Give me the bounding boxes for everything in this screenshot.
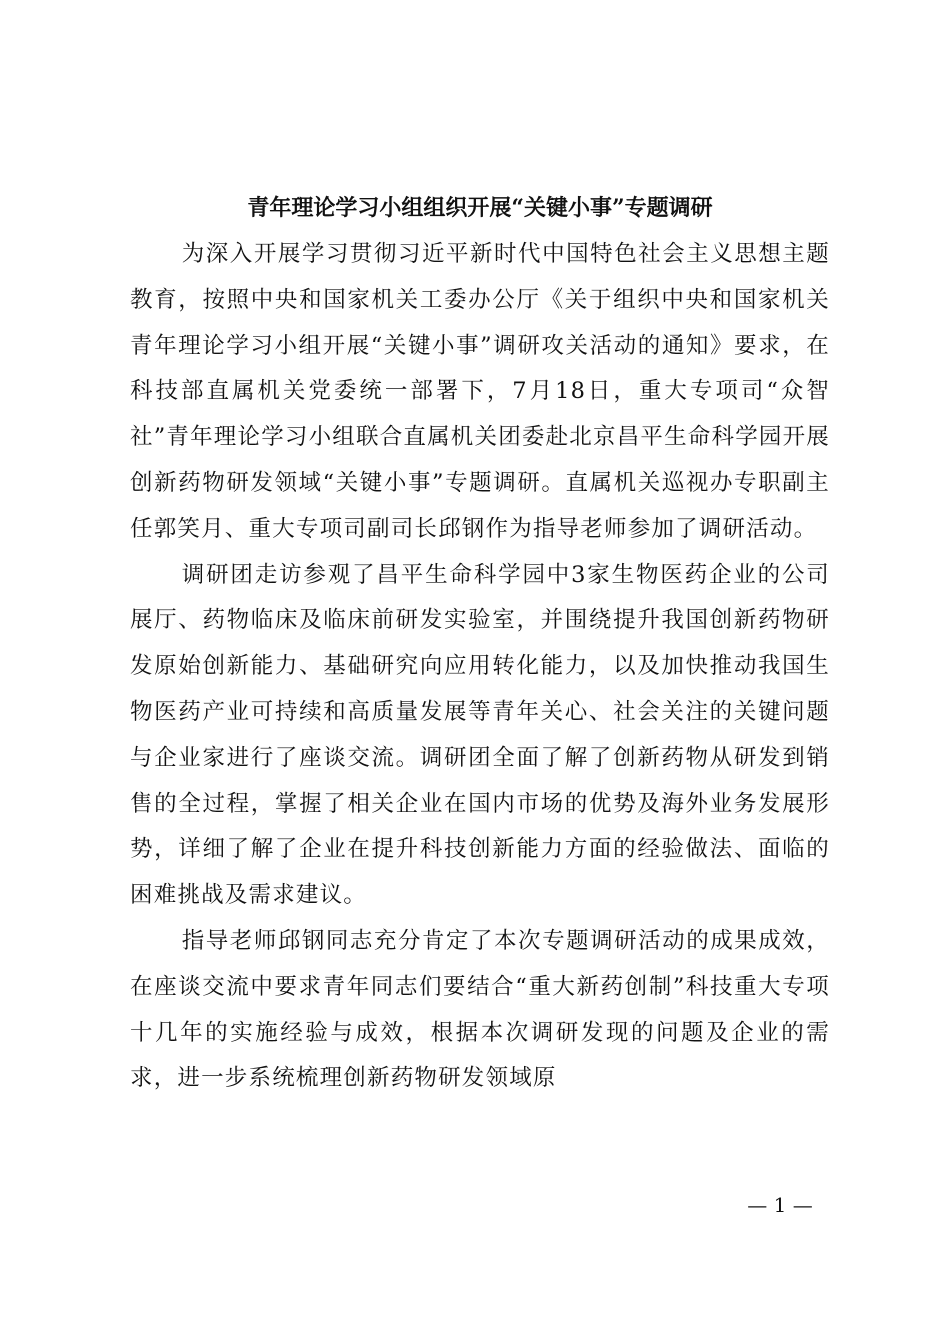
document-body [130,232,830,1102]
paragraph-1: 为深入开展学习贯彻习近平新时代中国特色社会主义思想主题教育，按照中央和国家机关工委办公厅《关于组织中央和国家机关青年理论学习小组开展“关键小事”调研攻关活动的通知》要求，在科技部直属机关党委统一部署下，7月18日，重大专项司“众智社”青年理论学习小组联合直属机关团委赴北京昌平生命科学园开展创新药物研发领域“关键小事”专题调研。直属机关巡视办专职副主任郭笑月、重大专项司副司长邱钢作为指导老师参加了调研活动。 [130,241,831,542]
paragraph-3: 指导老师邱钢同志充分肯定了本次专题调研活动的成果成效，在座谈交流中要求青年同志们要结合“重大新药创制”科技重大专项十几年的实施经验与成效，根据本次调研发现的问题及企业的需求，进一步系统梳理创新药物研发领域原 [130,927,830,1092]
paragraph-2: 调研团走访参观了昌平生命科学园中3家生物医药企业的公司展厅、药物临床及临床前研发实验室，并围绕提升我国创新药物研发原始创新能力、基础研究向应用转化能力，以及加快推动我国生物医药产业可持续和高质量发展等青年关心、社会关注的关键问题与企业家进行了座谈交流。调研团全面了解了创新药物从研发到销售的全过程，掌握了相关企业在国内市场的优势及海外业务发展形势，详细了解了企业在提升科技创新能力方面的经验做法、面临的困难挑战及需求建议。 [130,561,830,909]
page-number: — 1 — [747,1193,813,1217]
document-title: 青年理论学习小组组织开展“关键小事”专题调研 [247,195,713,221]
